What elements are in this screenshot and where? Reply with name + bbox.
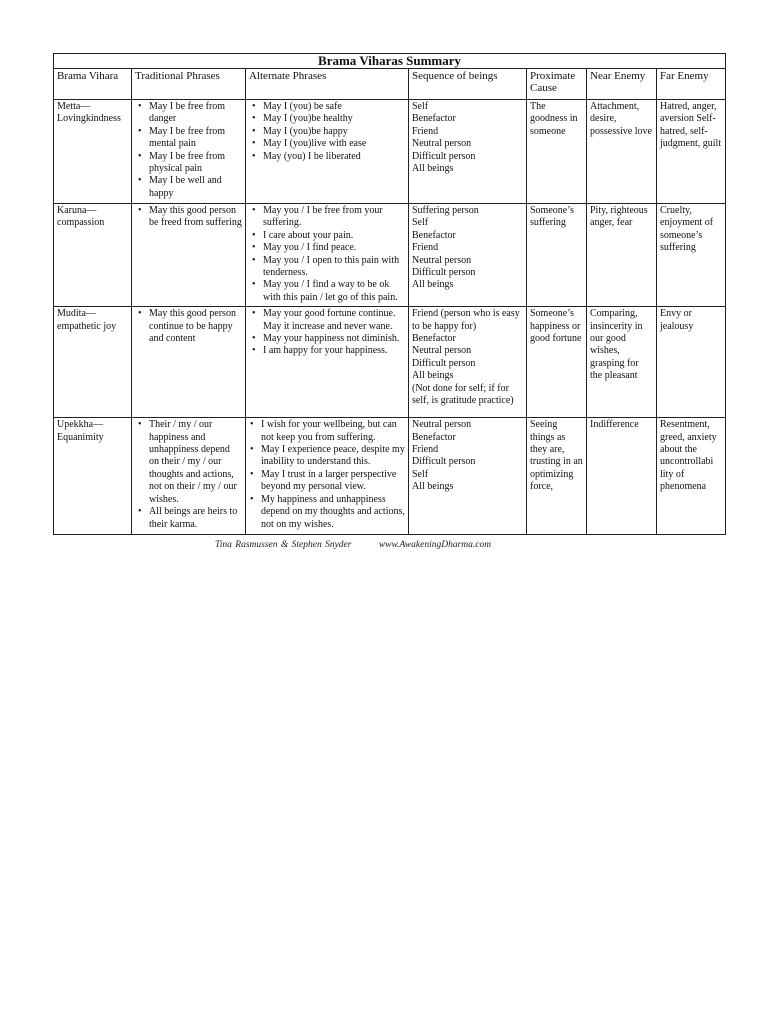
being-item: Friend — [412, 125, 439, 137]
cell-traditional-phrases — [132, 204, 246, 307]
cell-near-enemy: Attachment, desire, possessive love — [587, 100, 657, 204]
being-item: Neutral person — [412, 138, 472, 150]
title-row — [54, 54, 726, 69]
cell-alternate-phrases-list — [249, 101, 405, 163]
phrase-item: • May I be well and happy — [135, 175, 242, 200]
phrase-item: • May this good person continue to be happy and content — [135, 308, 242, 345]
being-item: Difficult person — [412, 150, 476, 162]
phrase-item: • I care about your pain. — [249, 230, 405, 242]
cell-traditional-phrases-list — [135, 419, 242, 531]
phrase-item: • May I (you)live with ease — [249, 138, 405, 150]
being-item: Difficult person — [412, 456, 476, 468]
being-item: Friend — [412, 444, 439, 456]
cell-traditional-phrases-list — [135, 308, 242, 345]
being-item: Self — [412, 468, 429, 480]
being-item: Suffering person — [412, 205, 479, 216]
being-item: Benefactor — [412, 431, 456, 443]
table-body — [54, 100, 726, 535]
header-far-enemy: Far Enemy — [657, 69, 726, 100]
cell-vihara — [54, 100, 132, 204]
footer-website: www.AwakeningDharma.com — [378, 540, 492, 550]
cell-traditional-phrases-list — [135, 101, 242, 200]
cell-sequence-of-beings — [409, 418, 527, 535]
vihara-name-line: Karuna— — [57, 205, 97, 216]
phrase-item: • May I be free from physical pain — [135, 151, 242, 176]
header-proximate-cause: Proximate Cause — [527, 69, 587, 100]
cell-traditional-phrases — [132, 418, 246, 535]
being-item: Neutral person — [412, 419, 472, 431]
phrase-item: • All beings are heirs to their karma. — [135, 506, 242, 531]
being-item: Friend (person who is easy to be happy for) — [412, 308, 520, 332]
vihara-name-line: Lovingkindness — [57, 113, 121, 125]
being-item: All beings — [412, 163, 454, 175]
being-item: All beings — [412, 481, 454, 493]
phrase-item: • My happiness and unhappiness depend on my thoughts and actions, not on my wishes. — [249, 494, 405, 531]
cell-far-enemy: Envy or jealousy — [657, 307, 726, 418]
cell-traditional-phrases-list — [135, 205, 242, 230]
phrase-item: • May you / I be free from your suffering. — [249, 205, 405, 230]
header-near-enemy: Near Enemy — [587, 69, 657, 100]
cell-vihara — [54, 418, 132, 535]
phrase-item: • Their / my / our happiness and unhappiness depend on their / my / our thoughts and actions, not on their / my / our wishes. — [135, 419, 242, 506]
header-row — [54, 69, 726, 100]
cell-alternate-phrases-list — [249, 308, 405, 358]
cell-proximate-cause: Someone’s suffering — [527, 204, 587, 307]
phrase-item: • May your happiness not diminish. — [249, 333, 405, 345]
phrase-item: • May you / I find peace. — [249, 242, 405, 254]
cell-traditional-phrases — [132, 100, 246, 204]
brama-viharas-table — [53, 53, 726, 535]
cell-alternate-phrases — [246, 204, 409, 307]
being-item: Benefactor — [412, 229, 456, 241]
cell-far-enemy: Resentment, greed, anxiety about the uncontrollabi lity of phenomena — [657, 418, 726, 535]
cell-sequence-of-beings — [409, 100, 527, 204]
being-item: Difficult person — [412, 267, 476, 279]
header-brama-vihara: Brama Vihara — [54, 69, 132, 100]
phrase-item: • May I experience peace, despite my inability to understand this. — [249, 444, 405, 469]
footer-authors: Tina Rasmussen & Stephen Snyder — [215, 540, 352, 550]
vihara-name-line: compassion — [57, 217, 105, 229]
cell-far-enemy: Hatred, anger, aversion Self-hatred, self-judgment, guilt — [657, 100, 726, 204]
being-item: Benefactor — [412, 333, 456, 345]
being-item: All beings — [412, 370, 454, 382]
phrase-item: • May I (you)be happy — [249, 126, 405, 138]
phrase-item: • May your good fortune continue. May it increase and never wane. — [249, 308, 405, 333]
cell-proximate-cause: Someone’s happiness or good fortune — [527, 307, 587, 418]
cell-traditional-phrases — [132, 307, 246, 418]
being-item: Self — [412, 101, 429, 112]
being-item: (Not done for self; if for self, is gratitude practice) — [412, 382, 514, 407]
cell-sequence-of-beings — [409, 204, 527, 307]
being-item: Friend — [412, 242, 439, 254]
table-title: Brama Viharas Summary — [54, 54, 726, 69]
phrase-item: • May I (you) be safe — [249, 101, 405, 113]
vihara-name-line: Mudita— — [57, 308, 96, 320]
table-row-metta — [54, 100, 726, 204]
cell-far-enemy: Cruelty, enjoyment of someone’s suffering — [657, 204, 726, 307]
cell-alternate-phrases-list — [249, 419, 405, 531]
summary-sheet — [53, 53, 725, 535]
cell-proximate-cause: Seeing things as they are, trusting in an optimizing force, — [527, 418, 587, 535]
phrase-item: • May you / I open to this pain with tenderness. — [249, 255, 405, 280]
phrase-item: • May I be free from mental pain — [135, 126, 242, 151]
being-item: Benefactor — [412, 113, 456, 125]
cell-alternate-phrases — [246, 307, 409, 418]
table-row-upekkha — [54, 418, 726, 535]
being-item: Difficult person — [412, 357, 476, 369]
table-row-mudita — [54, 307, 726, 418]
being-item: Self — [412, 217, 429, 229]
cell-proximate-cause: The goodness in someone — [527, 100, 587, 204]
being-item: All beings — [412, 279, 454, 291]
header-sequence-of-beings: Sequence of beings — [409, 69, 527, 100]
cell-sequence-of-beings — [409, 307, 527, 418]
header-traditional-phrases: Traditional Phrases — [132, 69, 246, 100]
phrase-item: • May you / I find a way to be ok with this pain / let go of this pain. — [249, 279, 405, 304]
cell-alternate-phrases-list — [249, 205, 405, 304]
vihara-name-line: Metta— — [57, 101, 91, 112]
cell-near-enemy: Indifference — [587, 418, 657, 535]
phrase-item: • I am happy for your happiness. — [249, 345, 405, 357]
header-alternate-phrases: Alternate Phrases — [246, 69, 409, 100]
cell-near-enemy: Comparing, insincerity in our good wishes, grasping for the pleasant — [587, 307, 657, 418]
cell-vihara — [54, 204, 132, 307]
cell-alternate-phrases — [246, 100, 409, 204]
vihara-name-line: empathetic joy — [57, 320, 117, 332]
being-item: Neutral person — [412, 345, 472, 357]
table-row-karuna — [54, 204, 726, 307]
vihara-name-line: Equanimity — [57, 431, 104, 443]
cell-alternate-phrases — [246, 418, 409, 535]
phrase-item: • May this good person be freed from suffering — [135, 205, 242, 230]
cell-near-enemy: Pity, righteous anger, fear — [587, 204, 657, 307]
phrase-item: • May I trust in a larger perspective beyond my personal view. — [249, 469, 405, 494]
cell-vihara — [54, 307, 132, 418]
vihara-name-line: Upekkha— — [57, 419, 104, 431]
phrase-item: • I wish for your wellbeing, but can not keep you from suffering. — [249, 419, 405, 444]
page-footer — [215, 540, 491, 550]
being-item: Neutral person — [412, 254, 472, 266]
phrase-item: • May I (you)be healthy — [249, 113, 405, 125]
phrase-item: • May I be free from danger — [135, 101, 242, 126]
phrase-item: • May (you) I be liberated — [249, 151, 405, 163]
